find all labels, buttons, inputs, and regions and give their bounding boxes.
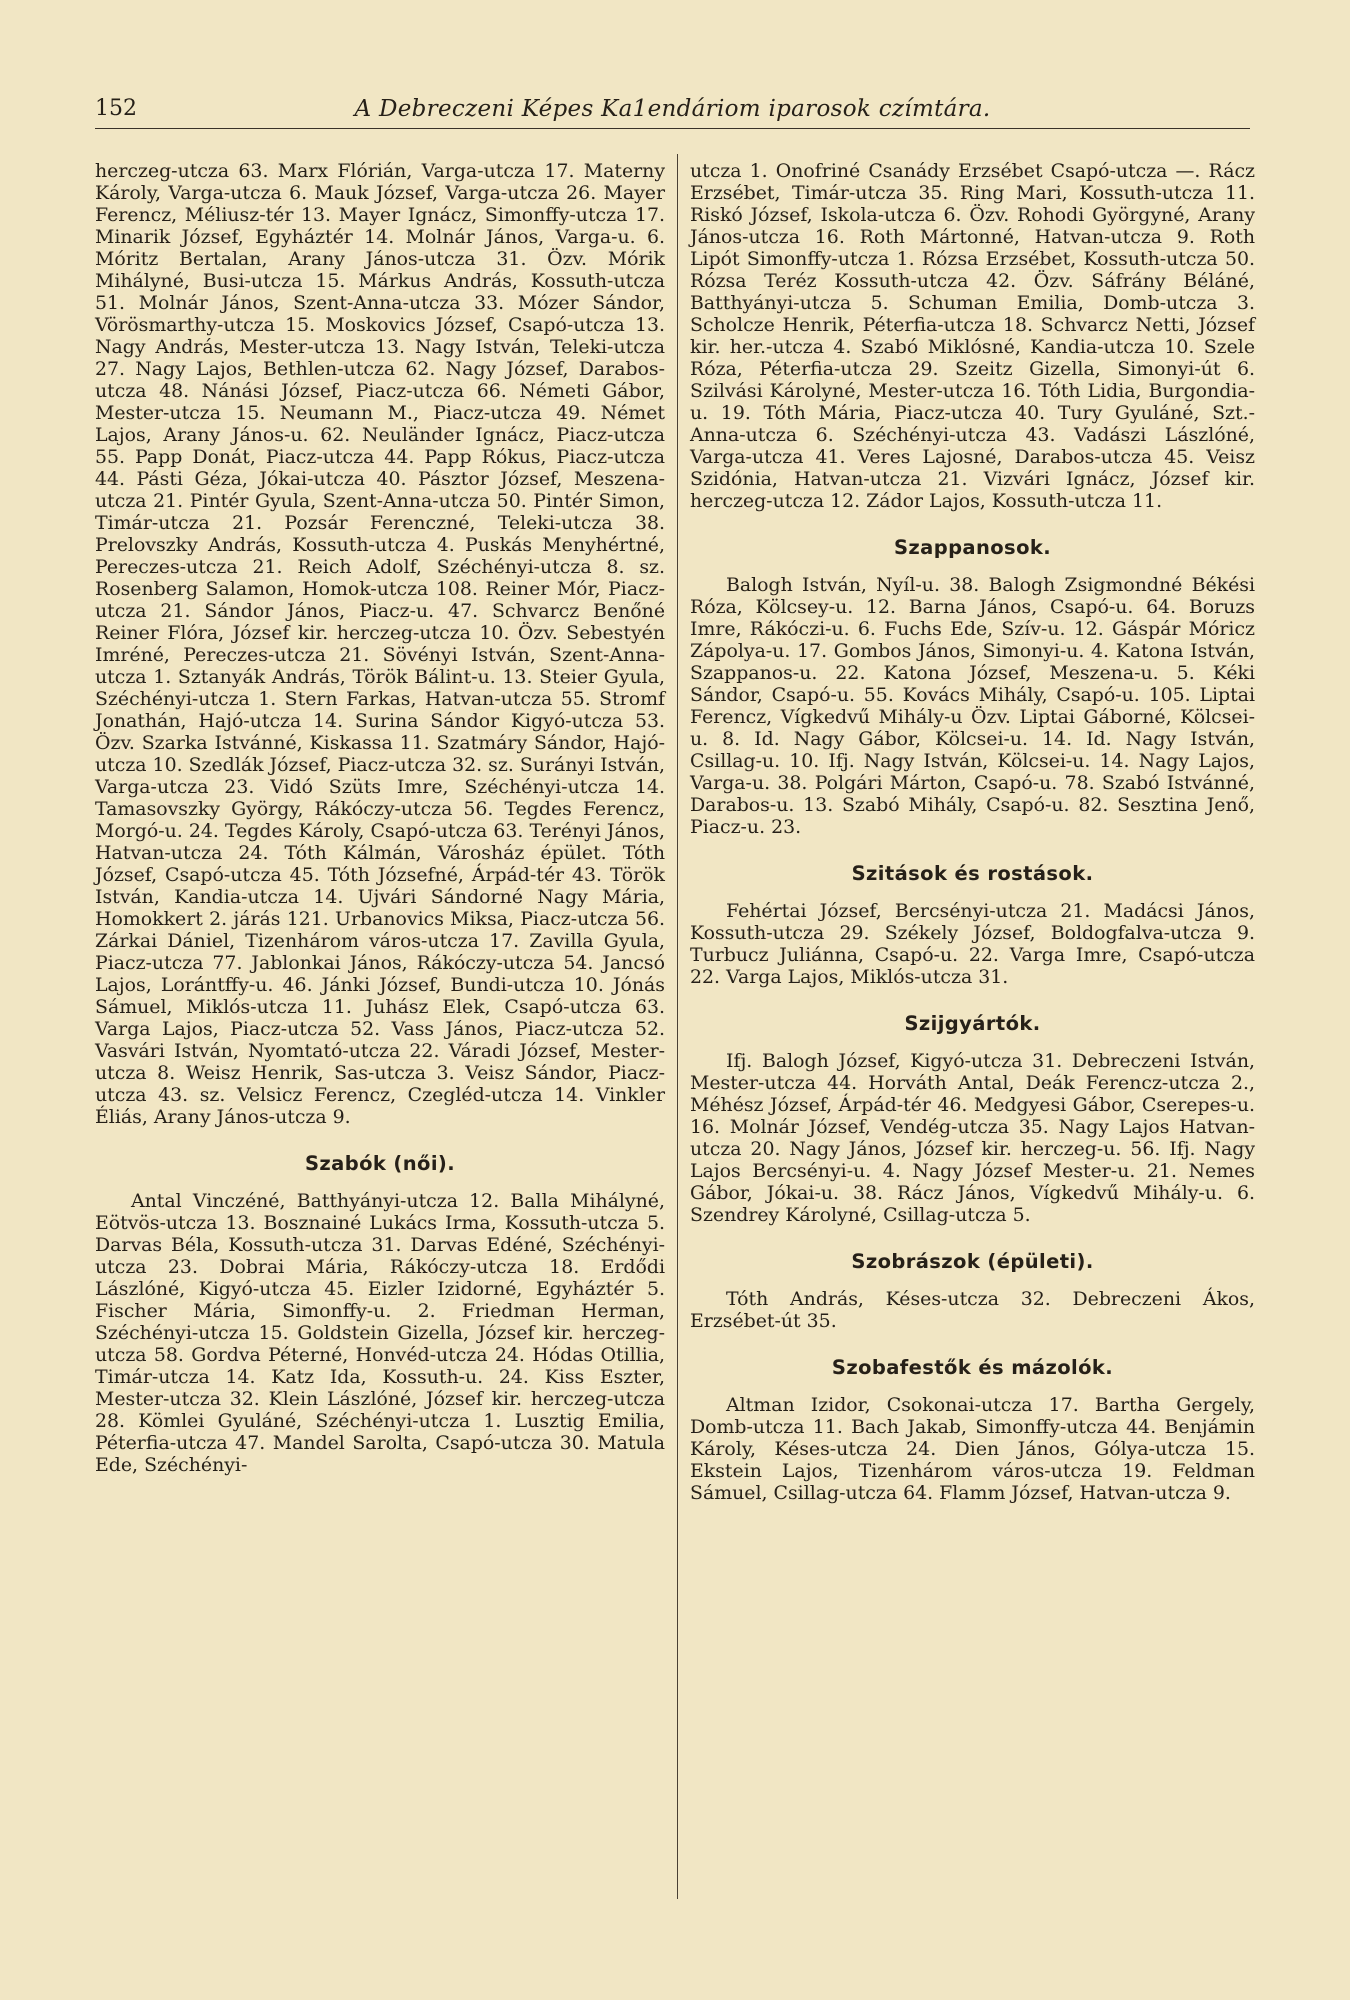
page-number: 152 — [95, 96, 137, 121]
continued-entries: utcza 1. Onofriné Csanády Erzsébet Csapó-utcza —. Rácz Erzsébet, Timár-utcza 35. Ring Mari, Kossuth-utcza 11. Riskó József, Iskola-utcza 6. Özv. Rohodi Györgyné, Arany János-utcza 16. Roth Mártonné, Hatvan-utcza 9. Roth Lipót Simonffy-utcza 1. Rózsa Erzsébet, Kossuth-utcza 50. Rózsa Teréz Kossuth-utcza 42. Özv. Sáfrány Béláné, Batthyányi-utcza 5. Schuman Emilia, Domb-utcza 3. Scholcze Henrik, Péterfia-utcza 18. Schvarcz Netti, József kir. her.-utcza 4. Szabó Miklósné, Kandia-utcza 10. Szele Róza, Péterfia-utcza 29. Szeitz Gizella, Simonyi-út 6. Szilvási Károlyné, Mester-utcza 16. Tóth Lidia, Burgondia-u. 19. Tóth Mária, Piacz-utcza 40. Tury Gyuláné, Szt.-Anna-utcza 6. Széchényi-utcza 43. Vadászi Lászlóné, Varga-utcza 41. Veres Lajosné, Darabos-utcza 45. Veisz Szidónia, Hatvan-utcza 21. Vizvári Ignácz, József kir. herczeg-utcza 12. Zádor Lajos, Kossuth-utcza 11. — [690, 160, 1255, 512]
section-text-szobraszok: Tóth András, Késes-utcza 32. Debreczeni Ákos, Erzsébet-út 35. — [690, 1288, 1255, 1332]
section-heading-szitasok: Szitások és rostások. — [851, 862, 1094, 885]
section-text-szappanosok: Balogh István, Nyíl-u. 38. Balogh Zsigmondné Békési Róza, Kölcsey-u. 12. Barna János, Csapó-u. 64. Boruzs Imre, Rákóczi-u. 6. Fuchs Ede, Szív-u. 12. Gáspár Móricz Zápolya-u. 17. Gombos János, Simonyi-u. 4. Katona István, Szappanos-u. 22. Katona József, Meszena-u. 5. Kéki Sándor, Csapó-u. 55. Kovács Mihály, Csapó-u. 105. Liptai Ferencz, Vígkedvű Mihály-u Özv. Liptai Gáborné, Kölcsei-u. 8. Id. Nagy Gábor, Kölcsei-u. 14. Id. Nagy István, Csillag-u. 10. Ifj. Nagy István, Kölcsei-u. 14. Nagy Lajos, Varga-u. 38. Polgári Márton, Csapó-u. 78. Szabó Istvánné, Darabos-u. 13. Szabó Mihály, Csapó-u. 82. Sesztina Jenő, Piacz-u. 23. — [690, 574, 1255, 838]
section-heading-szappanosok: Szappanosok. — [893, 536, 1052, 559]
section-text-szitasok: Fehértai József, Bercsényi-utcza 21. Madácsi János, Kossuth-utcza 29. Székely József, Boldogfalva-utcza 9. Turbucz Juliánna, Csapó-u. 22. Varga Imre, Csapó-utcza 22. Varga Lajos, Miklós-utcza 31. — [690, 900, 1255, 988]
section-text-szabok-noi: Antal Vinczéné, Batthyányi-utcza 12. Balla Mihályné, Eötvös-utcza 13. Bosznainé Lukács Irma, Kossuth-utcza 5. Darvas Béla, Kossuth-utcza 31. Darvas Edéné, Széchényi-utcza 23. Dobrai Mária, Rákóczy-utcza 18. Erdődi Lászlóné, Kigyó-utcza 45. Eizler Izidorné, Egyháztér 5. Fischer Mária, Simonffy-u. 2. Friedman Herman, Széchényi-utcza 15. Goldstein Gizella, József kir. herczeg-utcza 58. Gordva Péterné, Honvéd-utcza 24. Hódas Otillia, Timár-utcza 14. Katz Ida, Kossuth-u. 24. Kiss Eszter, Mester-utcza 32. Klein Lászlóné, József kir. herczeg-utcza 28. Kömlei Gyuláné, Széchényi-utcza 1. Lusztig Emilia, Péterfia-utcza 47. Mandel Sarolta, Csapó-utcza 30. Matula Ede, Széchényi- — [95, 1190, 665, 1476]
section-text-szobafestok: Altman Izidor, Csokonai-utcza 17. Bartha Gergely, Domb-utcza 11. Bach Jakab, Simonffy-utcza 44. Benjámin Károly, Késes-utcza 24. Dien János, Gólya-utcza 15. Ekstein Lajos, Tizenhárom város-utcza 19. Feldman Sámuel, Csillag-utcza 64. Flamm József, Hatvan-utcza 9. — [690, 1394, 1255, 1504]
column-divider — [677, 154, 678, 1899]
running-title: A Debreczeni Képes Ka1endáriom iparosok czímtára. — [354, 96, 991, 122]
section-heading-szijgyartok: Szijgyártók. — [904, 1012, 1041, 1035]
section-heading-szobraszok: Szobrászok (épületi). — [851, 1250, 1094, 1273]
continued-entries: herczeg-utcza 63. Marx Flórián, Varga-utcza 17. Materny Károly, Varga-utcza 6. Mauk József, Varga-utcza 26. Mayer Ferencz, Méliusz-tér 13. Mayer Ignácz, Simonffy-utcza 17. Minarik József, Egyháztér 14. Molnár János, Varga-u. 6. Móritz Bertalan, Arany János-utcza 31. Özv. Mórik Mihályné, Busi-utcza 15. Márkus András, Kossuth-utcza 51. Molnár János, Szent-Anna-utcza 33. Mózer Sándor, Vörösmarthy-utcza 15. Moskovics József, Csapó-utcza 13. Nagy András, Mester-utcza 13. Nagy István, Teleki-utcza 27. Nagy Lajos, Bethlen-utcza 62. Nagy József, Darabos-utcza 48. Nánási József, Piacz-utcza 66. Németi Gábor, Mester-utcza 15. Neumann M., Piacz-utcza 49. Német Lajos, Arany János-u. 62. Neuländer Ignácz, Piacz-utcza 55. Papp Donát, Piacz-utcza 44. Papp Rókus, Piacz-utcza 44. Pásti Géza, Jókai-utcza 40. Pásztor József, Meszena-utcza 21. Pintér Gyula, Szent-Anna-utcza 50. Pintér Simon, Timár-utcza 21. Pozsár Ferenczné, Teleki-utcza 38. Prelovszky András, Kossuth-utcza 4. Puskás Menyhértné, Pereczes-utcza 21. Reich Adolf, Széchényi-utcza 8. sz. Rosenberg Salamon, Homok-utcza 108. Reiner Mór, Piacz-utcza 21. Sándor János, Piacz-u. 47. Schvarcz Benőné Reiner Flóra, József kir. herczeg-utcza 10. Özv. Sebestyén Imréné, Pereczes-utcza 21. Sövényi István, Szent-Anna-utcza 1. Sztanyák András, Török Bálint-u. 13. Steier Gyula, Széchényi-utcza 1. Stern Farkas, Hatvan-utcza 55. Stromf Jonathán, Hajó-utcza 14. Surina Sándor Kigyó-utcza 53. Özv. Szarka Istvánné, Kiskassa 11. Szatmáry Sándor, Hajó-utcza 10. Szedlák József, Piacz-utcza 32. sz. Surányi István, Varga-utcza 23. Vidó Szüts Imre, Széchényi-utcza 14. Tamasovszky György, Rákóczy-utcza 56. Tegdes Ferencz, Morgó-u. 24. Tegdes Károly, Csapó-utcza 63. Terényi János, Hatvan-utcza 24. Tóth Kálmán, Városház épület. Tóth József, Csapó-utcza 45. Tóth Józsefné, Árpád-tér 43. Török István, Kandia-utcza 14. Ujvári Sándorné Nagy Mária, Homokkert 2. járás 121. Urbanovics Miksa, Piacz-utcza 56. Zárkai Dániel, Tizenhárom város-utcza 17. Zavilla Gyula, Piacz-utcza 77. Jablonkai János, Rákóczy-utcza 54. Jancsó Lajos, Lorántffy-u. 46. Jánki József, Bundi-utcza 10. Jónás Sámuel, Miklós-utcza 11. Juhász Elek, Csapó-utcza 63. Varga Lajos, Piacz-utcza 52. Vass János, Piacz-utcza 52. Vasvári István, Nyomtató-utcza 22. Váradi József, Mester-utcza 8. Weisz Henrik, Sas-utcza 3. Veisz Sándor, Piacz-utcza 43. sz. Velsicz Ferencz, Czegléd-utcza 14. Vinkler Éliás, Arany János-utcza 9. — [95, 160, 665, 1128]
right-column — [690, 160, 1255, 1504]
left-column — [95, 160, 665, 1476]
page-header — [95, 94, 1250, 129]
section-text-szijgyartok: Ifj. Balogh József, Kigyó-utcza 31. Debreczeni István, Mester-utcza 44. Horváth Antal, Deák Ferencz-utcza 2., Méhész József, Árpád-tér 46. Medgyesi Gábor, Cserepes-u. 16. Molnár József, Vendég-utcza 35. Nagy Lajos Hatvan-utcza 20. Nagy János, József kir. herczeg-u. 56. Ifj. Nagy Lajos Bercsényi-u. 4. Nagy József Mester-u. 21. Nemes Gábor, Jókai-u. 38. Rácz János, Vígkedvű Mihály-u. 6. Szendrey Károlyné, Csillag-utcza 5. — [690, 1050, 1255, 1226]
section-heading-szobafestok: Szobafestők és mázolók. — [831, 1356, 1114, 1379]
section-heading-szabok-noi: Szabók (női). — [304, 1152, 456, 1175]
